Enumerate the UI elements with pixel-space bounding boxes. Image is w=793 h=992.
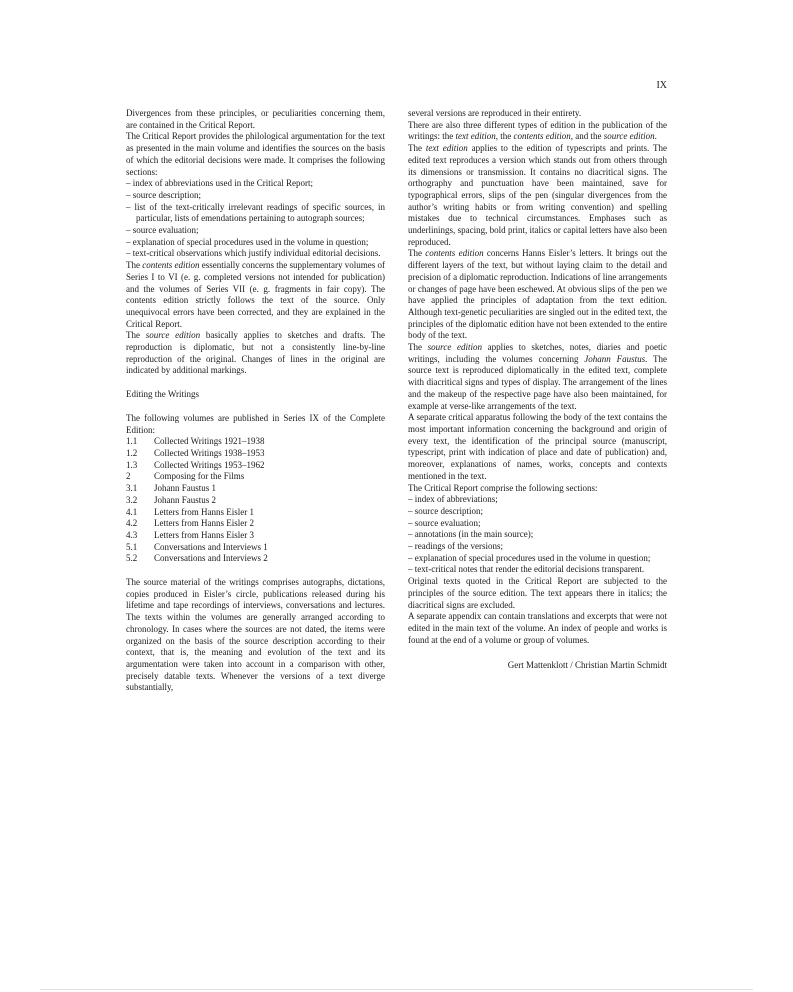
section-heading: Editing the Writings [126, 389, 199, 400]
paragraph: Divergences from these principles, or peculiarities concerning them, are contained in the Critical Report. [126, 108, 385, 130]
volume-number: 4.2 [126, 518, 138, 529]
volume-row [126, 460, 385, 472]
paragraph: The Critical Report provides the philological argumentation for the text as presented in the main volume and identifies the sources on the basis of which the editorial decisions were made. It comprises the following sections: [126, 131, 385, 177]
paragraph: There are also three different types of edition in the publication of the writings: the text edition, the contents edition, and the source edition. [408, 119, 667, 142]
paragraph: The contents edition concerns Hanns Eisler’s letters. It brings out the different layers of the text, but without laying claim to the detail and precision of a diplomatic reproduction. Indications of line arrangements or changes of page have been eschewed. At obvious slips of the pen we have applied the principles of adaptation from the text edition. Although text-genetic peculiarities are singled out in the edited text, the principles of the diplomatic edition have not been extended to the entire body of the text. [408, 248, 667, 341]
dash-list [126, 178, 385, 260]
text-columns [126, 108, 667, 694]
list-item: – list of the text-critically irrelevant readings of specific sources, in particular, lists of emendations pertaining to autograph sources; [126, 201, 385, 224]
paragraph: The source edition applies to sketches, notes, diaries and poetic writings, including the volumes concerning Johann Faustus. The source text is reproduced diplomatically in the edited text, complete with diacritical signs and types of display. The arrangement of the lines and the makeup of the respective page have also been maintained, for example at verse-like arrangements of the text. [408, 342, 667, 411]
volume-number: 1.3 [126, 459, 138, 470]
volume-number: 5.2 [126, 553, 138, 564]
volume-number: 3.1 [126, 483, 138, 494]
volume-number: 3.2 [126, 494, 138, 505]
paragraph: The contents edition essentially concerns the supplementary volumes of Series I to VI (e. g. completed versions not intended for publication) and the volumes of Series VII (e. g. fragments in fair copy). The contents edition strictly follows the text of the source. Only unequivocal errors have been corrected, and they are explained in the Critical Report. [126, 260, 385, 329]
left-column [126, 108, 385, 694]
page-bottom-edge [40, 989, 753, 990]
volume-row [126, 530, 385, 542]
volume-title: Letters from Hanns Eisler 2 [154, 518, 254, 529]
paragraph: The text edition applies to the edition of typescripts and prints. The edited text reproduces a version which stands out from others through its dimensions or transmission. It contains no diacritical signs. The orthography and punctuation have been maintained, save for typographical errors, slips of the pen (singular divergences from the author’s writing habits or from writing convention) and spelling mistakes due to technical circumstances. Emphases such as underlinings, spacing, bold print, italics or capital letters have also been reproduced. [408, 143, 667, 247]
volume-title: Letters from Hanns Eisler 3 [154, 529, 254, 540]
paragraph: The source material of the writings comprises autographs, dictations, copies produced in Eisler’s circle, publications released during his lifetime and tape recordings of interviews, conversations and lectures. The texts within the volumes are generally arranged according to chronology. In cases where the sources are not dated, the items were organized on the basis of the source description according to their context, that is, the meaning and evolution of the text and its argumentation were taken into account in a comparison with other, precisely datable texts. Whenever the versions of a text diverge substantially, [126, 577, 385, 693]
paragraph: Original texts quoted in the Critical Report are subjected to the principles of the source edition. The text appears there in italics; the diacritical signs are excluded. [408, 576, 667, 610]
volume-row [126, 436, 385, 448]
list-item: – explanation of special procedures used in the volume in question; [408, 552, 651, 563]
paragraph: The Critical Report comprise the following sections: [408, 482, 598, 493]
blank-line [126, 565, 385, 577]
volume-list [126, 436, 385, 565]
volume-number: 1.1 [126, 436, 138, 447]
volume-title: Johann Faustus 2 [154, 494, 217, 505]
volume-row [126, 518, 385, 530]
page-content [126, 80, 667, 694]
paragraph: The following volumes are published in Series IX of the Complete Edition: [126, 412, 385, 435]
dash-list [408, 494, 667, 576]
list-item: – index of abbreviations used in the Critical Report; [126, 178, 313, 189]
volume-row [126, 507, 385, 519]
list-item: – index of abbreviations; [408, 494, 498, 505]
list-item: – text-critical observations which justify individual editorial decisions. [126, 248, 381, 259]
list-item: – source evaluation; [126, 225, 199, 236]
paragraph: A separate critical apparatus following the body of the text contains the most important information concerning the background and origin of every text, the identification of the principal source (manuscript, typescript, print with indication of place and date of publication) and, moreover, explanations of names, works, concepts and contexts mentioned in the text. [408, 412, 667, 481]
volume-title: Conversations and Interviews 2 [154, 553, 268, 564]
volume-row [126, 495, 385, 507]
volume-row [126, 471, 385, 483]
volume-title: Composing for the Films [154, 471, 245, 482]
volume-title: Collected Writings 1921–1938 [154, 436, 265, 447]
volume-title: Johann Faustus 1 [154, 483, 217, 494]
volume-number: 5.1 [126, 541, 138, 552]
list-item: – readings of the versions; [408, 541, 503, 552]
list-item: – source description; [408, 505, 483, 516]
volume-number: 1.2 [126, 447, 138, 458]
paragraph: several versions are reproduced in their entirety. [408, 108, 582, 118]
paragraph: A separate appendix can contain translations and excerpts that were not edited in the main text of the volume. An index of people and works is found at the end of a volume or group of volumes. [408, 611, 667, 645]
volume-row [126, 448, 385, 460]
volume-title: Letters from Hanns Eisler 1 [154, 506, 254, 517]
page-number: IX [656, 80, 667, 91]
volume-row [126, 483, 385, 495]
volume-row [126, 542, 385, 554]
list-item: – explanation of special procedures used in the volume in question; [126, 236, 369, 247]
right-column [408, 108, 667, 694]
volume-row [126, 553, 385, 565]
paragraph: The source edition basically applies to sketches and drafts. The reproduction is diplomatic, but not a consistently line-by-line reproduction of the original. Changes of lines in the original are indicated by additional markings. [126, 330, 385, 376]
volume-number: 2 [126, 471, 131, 482]
volume-title: Conversations and Interviews 1 [154, 541, 268, 552]
volume-title: Collected Writings 1938–1953 [154, 447, 265, 458]
list-item: – annotations (in the main source); [408, 529, 534, 540]
volume-title: Collected Writings 1953–1962 [154, 459, 265, 470]
volume-number: 4.1 [126, 506, 138, 517]
list-item: – source description; [126, 189, 201, 200]
volume-number: 4.3 [126, 529, 138, 540]
list-item: – source evaluation; [408, 517, 481, 528]
list-item: – text-critical notes that render the editorial decisions transparent. [408, 564, 645, 575]
author-signature: Gert Mattenklott / Christian Martin Schmidt [507, 660, 667, 671]
